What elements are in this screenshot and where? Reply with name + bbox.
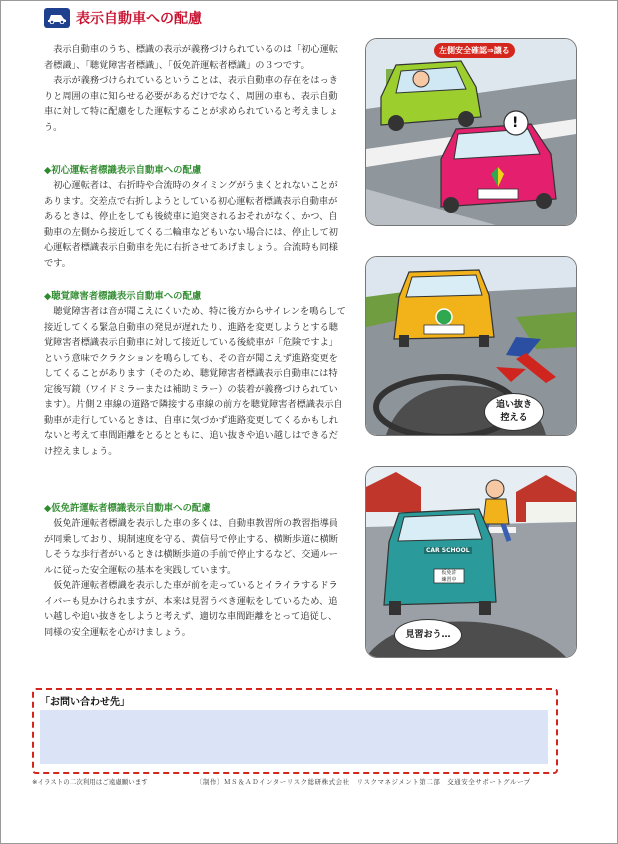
page-title: 表示自動車への配慮 [76,11,202,27]
footer-note: ※イラストの二次利用はご遠慮願います [32,778,148,786]
car-icon [44,8,70,28]
footer-credit: 〔制作〕ＭＳ＆ＡＤインターリスク総研株式会社 リスクマネジメント第二部 交通安全サポートグループ [196,778,531,786]
speech-bubble: 見習おう… [394,619,462,651]
page-title-block [44,6,202,30]
section-learner [44,502,346,640]
intro-text [44,42,346,135]
intro-paragraph: 表示が義務づけられているということは、表示自動車の存在をはっきりと周囲の車に知らせる必要があるだけでなく、周囲の車も、表示自動車に対して特に配慮をした運転することが求められていると考えましょう。 [44,75,338,133]
section-heading: ◆聴覚障害者標識表示自動車への配慮 [44,291,202,302]
section-paragraph: 仮免許運転者標識を表示した車の多くは、自動車教習所の教習指導員が同乗しており、規制速度を守る、黄信号で停止する、横断歩道に横断しそうな歩行者がいるときは横断歩道の手前で停止するなど、交通ルールに従った安全運転の基本を実践しています。 [44,518,338,576]
section-hearing [44,290,346,459]
intro-paragraph: 表示自動車のうち、標識の表示が義務づけられているのは「初心運転者標識」、「聴覚障害者標識」、「仮免許運転者標識」の３つです。 [44,44,338,71]
car-school-label: CAR SCHOOL [426,547,470,554]
section-paragraph: 聴覚障害者は音が聞こえにくいため、特に後方からサイレンを鳴らして接近してくる緊急自動車の発見が遅れたり、進路を変更しようとする聴覚障害者標識表示自動車に対して接近している後続車が「危険ですよ」という意味でクラクションを鳴らしても、その音が聞こえず進路変更をしてくることがあります（そのため、聴覚障害者標識表示自動車には特定後写鏡（ワイドミラーまたは補助ミラー）の装着が義務づけられています）。片側２車線の道路で隣接する車線の前方を聴覚障害者標識表示自動車が走行しているときは、自車に気づかず進路変更してくるかもしれないと考えて車間距離をとるとともに、追い抜きや追い越しはできるだけ控えましょう。 [44,306,346,457]
exclamation-mark: ! [512,115,519,131]
section-paragraph: 仮免許運転者標識を表示した車が前を走っているとイライラするドライバーも見かけられますが、本来は見習うべき運転をしているため、追い越しや追い抜きをしようと考えず、適切な車間距離をとって追従し、同様の安全運転を心がけましょう。 [44,580,338,638]
illustration-hearing [365,256,577,436]
section-beginner [44,164,346,271]
speech-bubble: 追い抜き 控える [484,393,544,431]
learner-plate: 仮免許 練習中 [441,570,457,583]
inquiry-label: 「お問い合わせ先」 [40,697,130,708]
illustration-beginner [365,38,577,226]
inquiry-box [32,688,558,774]
inquiry-content-area [40,710,548,764]
illustration-learner [365,466,577,658]
section-heading: ◆仮免許運転者標識表示自動車への配慮 [44,503,211,514]
section-paragraph: 初心運転者は、右折時や合流時のタイミングがうまくとれないことがあります。交差点で右折しようとしている初心運転者標識表示自動車があるときは、停止をしても後続車に追突されるおそれがなく、かつ、自動車の左側から接近してくる二輪車などもいない場合には、停止して初心運転者標識表示自動車を先に右折させてあげましょう。合流時も同様です。 [44,180,338,269]
section-heading: ◆初心運転者標識表示自動車への配慮 [44,165,202,176]
yield-sign-label: 左側安全確認⇒譲る [434,43,515,58]
